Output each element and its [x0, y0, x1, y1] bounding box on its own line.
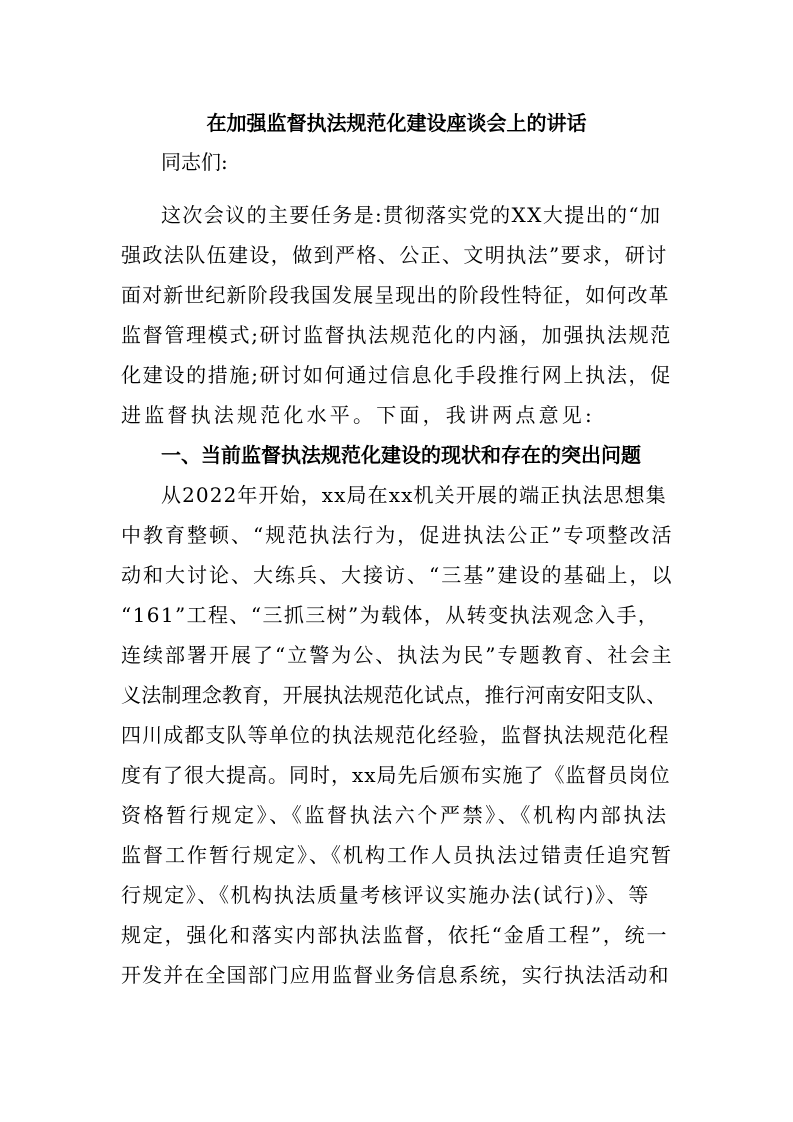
paragraph-line: “161”工程、“三抓三树”为载体，从转变执法观念入手，: [121, 603, 660, 627]
section-heading: 一、当前监督执法规范化建设的现状和存在的突出问题: [161, 443, 641, 467]
paragraph-line: 开发并在全国部门应用监督业务信息系统，实行执法活动和: [121, 963, 670, 987]
paragraph-line: 度有了很大提高。同时，xx局先后颁布实施了《监督员岗位: [121, 763, 671, 787]
document-title: 在加强监督执法规范化建设座谈会上的讲话: [206, 111, 587, 135]
paragraph-line: 强政法队伍建设，做到严格、公正、文明执法”要求，研讨: [121, 243, 668, 267]
paragraph-line: 监督管理模式;研讨监督执法规范化的内涵，加强执法规范: [121, 323, 672, 347]
paragraph-line: 中教育整顿、“规范执法行为，促进执法公正”专项整改活: [121, 523, 674, 547]
paragraph-line: 动和大讨论、大练兵、大接访、“三基”建设的基础上，以: [121, 563, 674, 587]
paragraph-line: 资格暂行规定》、《监督执法六个严禁》、《机构内部执法: [121, 803, 669, 827]
paragraph-line: 化建设的措施;研讨如何通过信息化手段推行网上执法，促: [121, 363, 672, 387]
paragraph-line: 面对新世纪新阶段我国发展呈现出的阶段性特征，如何改革: [121, 283, 670, 307]
paragraph-line: 规定，强化和落实内部执法监督，依托“金盾工程”，统一: [121, 923, 669, 947]
paragraph-line: 监督工作暂行规定》、《机构工作人员执法过错责任追究暂: [121, 843, 673, 867]
paragraph-line: 这次会议的主要任务是:贯彻落实党的XX大提出的“加: [161, 203, 662, 227]
paragraph-line: 行规定》、《机构执法质量考核评议实施办法(试行)》、等: [121, 883, 650, 907]
paragraph-line: 连续部署开展了“立警为公、执法为民”专题教育、社会主: [121, 643, 674, 667]
paragraph-line: 四川成都支队等单位的执法规范化经验，监督执法规范化程: [121, 723, 670, 747]
paragraph-line: 义法制理念教育，开展执法规范化试点，推行河南安阳支队、: [121, 683, 667, 707]
paragraph-line: 进监督执法规范化水平。下面，我讲两点意见:: [121, 403, 595, 427]
paragraph-line: 从2022年开始，xx局在xx机关开展的端正执法思想集: [161, 483, 667, 507]
salutation: 同志们:: [161, 150, 228, 174]
